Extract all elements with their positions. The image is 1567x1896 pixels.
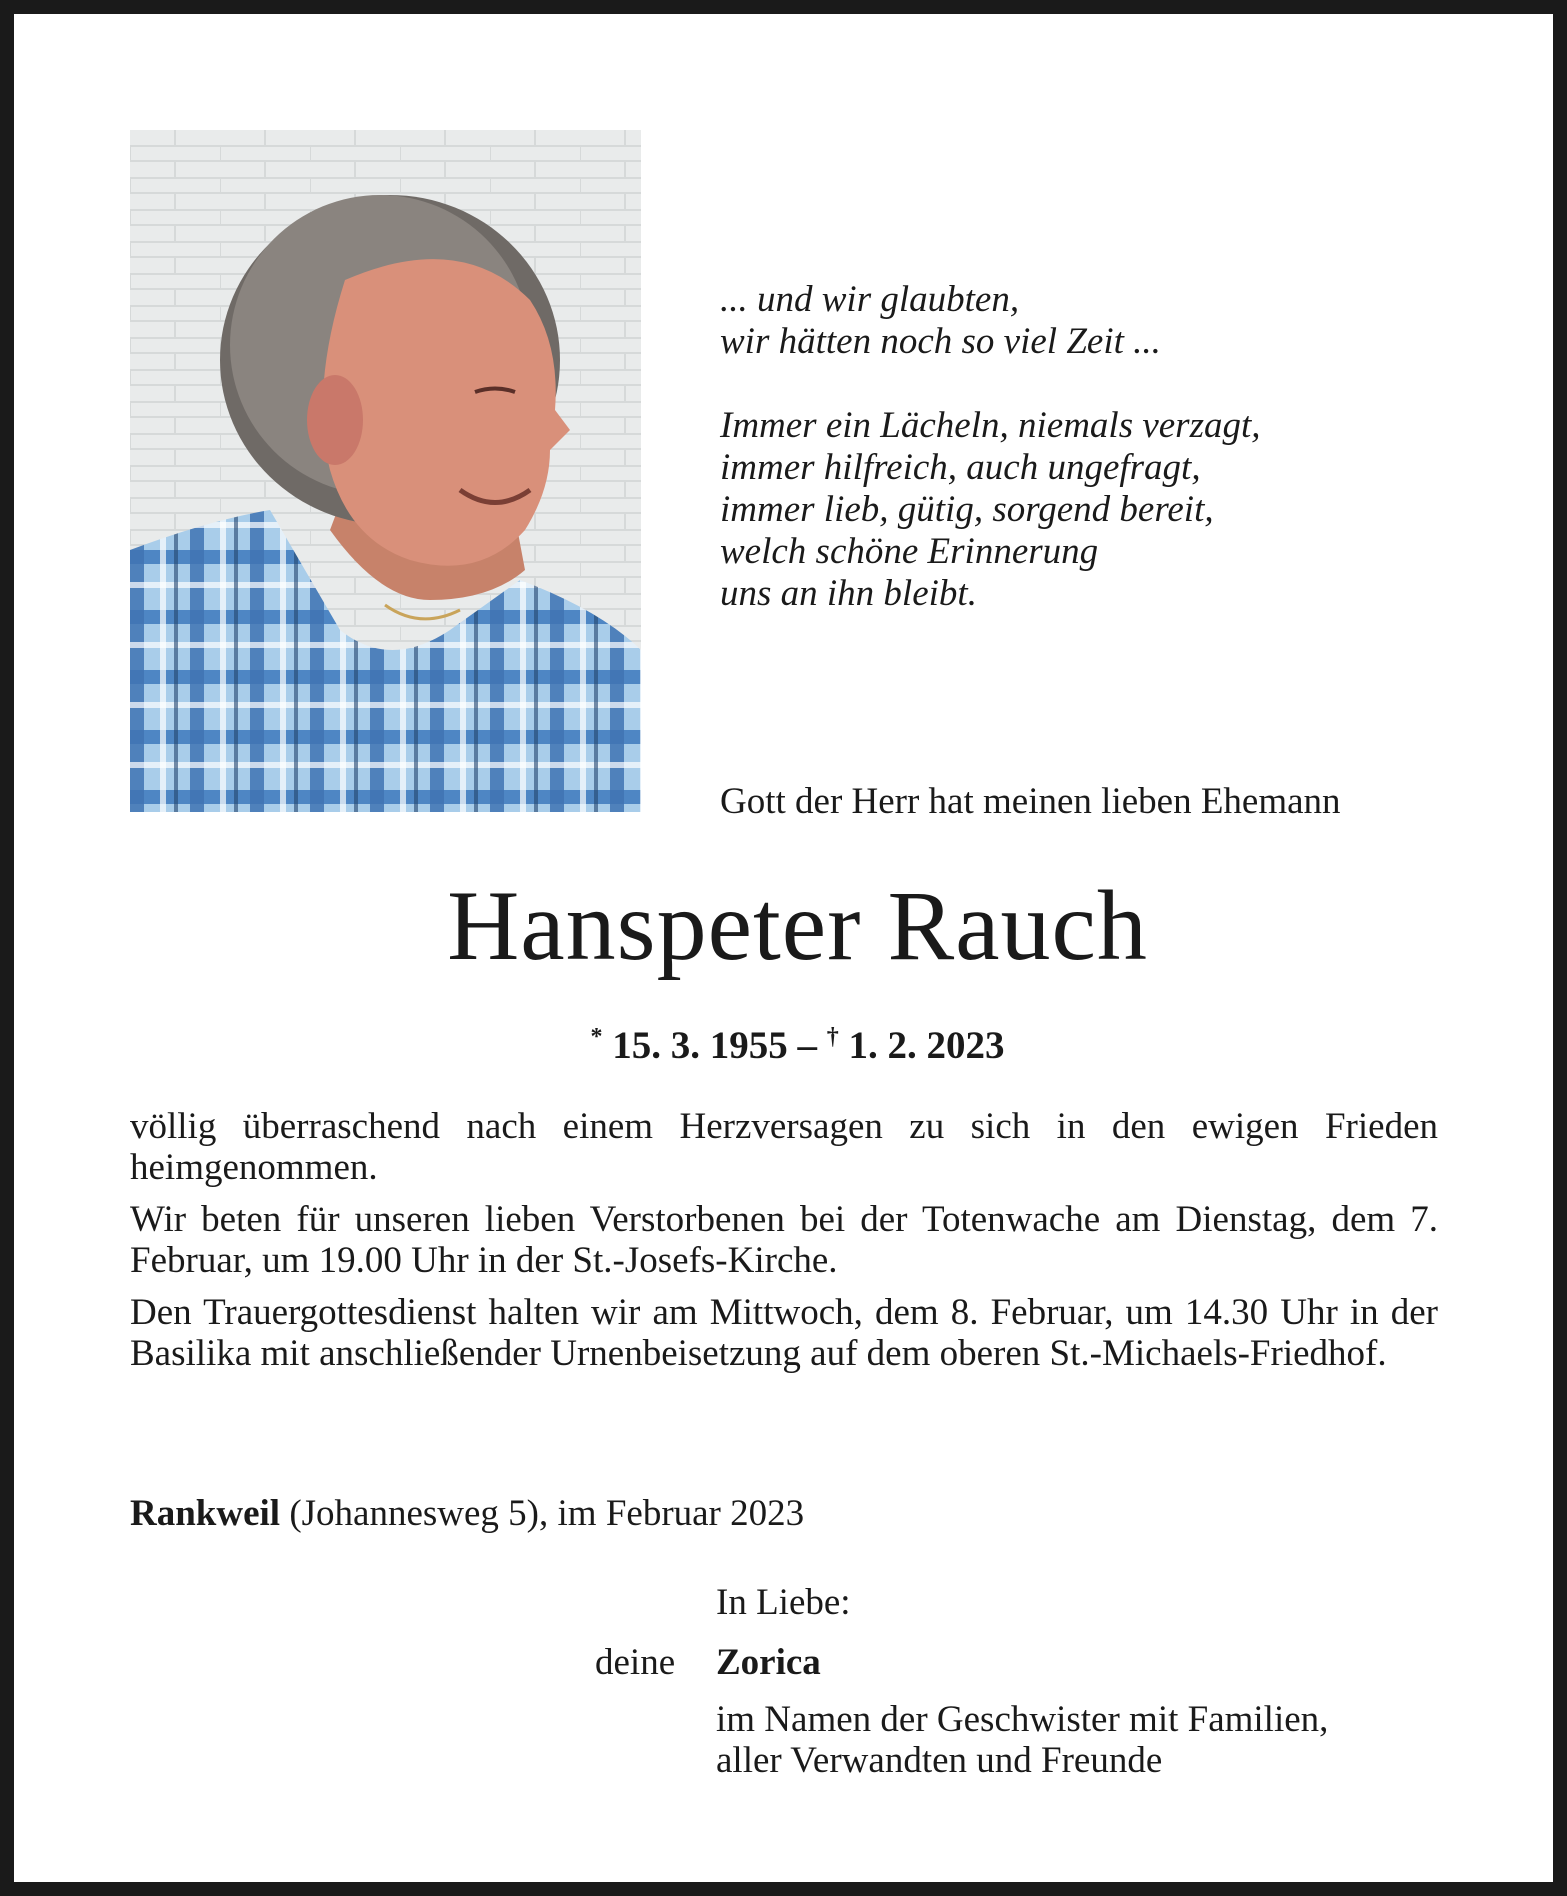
poem-stanza-1: [720, 279, 1360, 363]
body-paragraph-2: Wir beten für unseren lieben Verstorbenen bei der Totenwache am Dienstag, dem 7. Februar, um 19.00 Uhr in der St.-Josefs-Kirche.: [130, 1199, 1438, 1281]
poem-stanza-2: [720, 405, 1360, 615]
place-and-date: [130, 1492, 804, 1536]
place-town: Rankweil: [130, 1493, 281, 1534]
body-text: [130, 1106, 1438, 1385]
poem-line: uns an ihn bleibt.: [720, 573, 977, 614]
place-rest: (Johannesweg 5), im Februar 2023: [280, 1493, 805, 1534]
obituary-page: [14, 14, 1553, 1882]
birth-date: 15. 3. 1955: [612, 1024, 788, 1067]
portrait-photo-icon: [130, 130, 641, 812]
intro-text: Gott der Herr hat meinen lieben Ehemann: [720, 781, 1341, 822]
family-line-1: im Namen der Geschwister mit Familien,: [716, 1699, 1329, 1740]
death-symbol: †: [826, 1024, 839, 1050]
poem-line: immer lieb, gütig, sorgend bereit,: [720, 489, 1214, 530]
birth-symbol: *: [590, 1024, 603, 1050]
body-paragraph-1: völlig überraschend nach einem Herzversagen zu sich in den ewigen Frieden heimgenommen.: [130, 1106, 1438, 1188]
body-paragraph-3: Den Trauergottesdienst halten wir am Mittwoch, dem 8. Februar, um 14.30 Uhr in der Basilika mit anschließender Urnenbeisetzung auf dem oberen St.-Michaels-Friedhof.: [130, 1292, 1438, 1374]
date-separator: –: [797, 1024, 817, 1067]
poem-line: immer hilfreich, auch ungefragt,: [720, 447, 1201, 488]
poem-line: welch schöne Erinnerung: [720, 531, 1099, 572]
life-dates: [14, 1012, 1567, 1071]
family-lines: [716, 1699, 1328, 1781]
poem-line: ... und wir glaubten,: [720, 279, 1020, 320]
family-line-2: aller Verwandten und Freunde: [716, 1740, 1163, 1781]
poem-line: Immer ein Lächeln, niemals verzagt,: [720, 405, 1261, 446]
poem-line: wir hätten noch so viel Zeit ...: [720, 321, 1161, 362]
poem: [720, 279, 1360, 657]
death-date: 1. 2. 2023: [848, 1024, 1005, 1067]
deine-label: deine: [595, 1642, 676, 1683]
mourner-name: Zorica: [716, 1642, 821, 1683]
in-love-label: In Liebe:: [716, 1582, 851, 1623]
deceased-name: Hanspeter Rauch: [447, 870, 1148, 981]
